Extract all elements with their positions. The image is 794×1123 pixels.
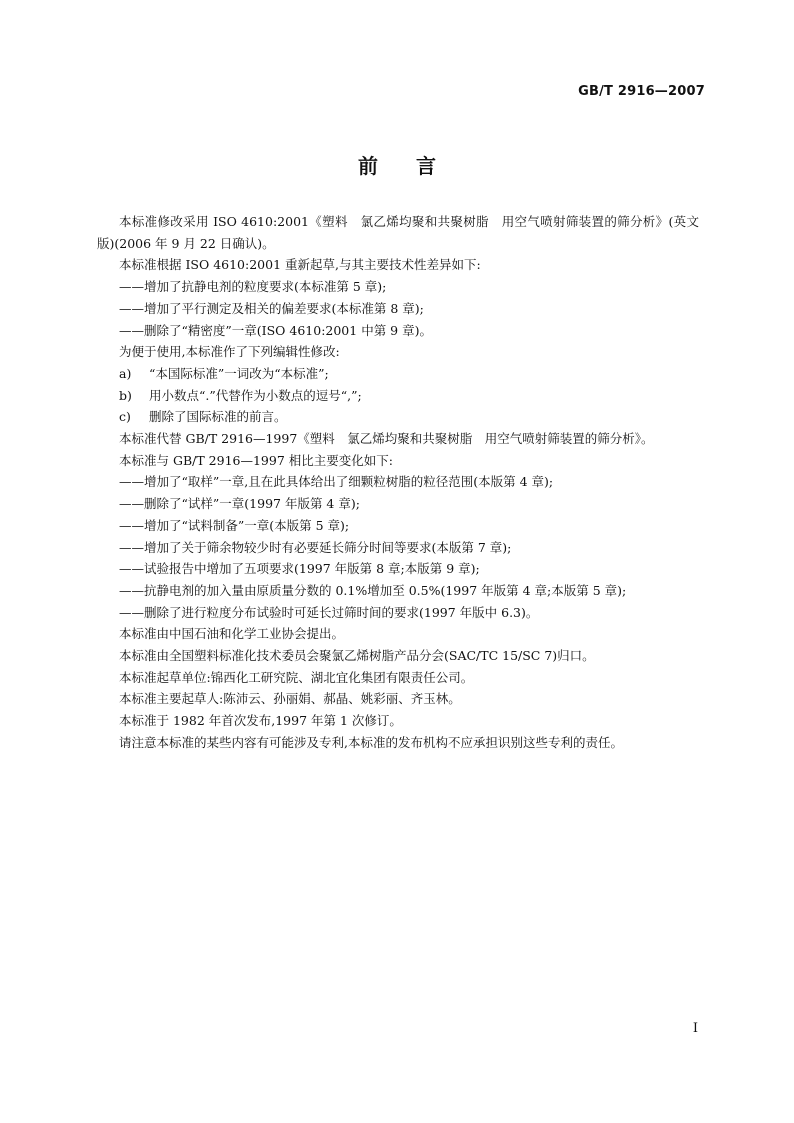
- editorial-item: [97, 363, 699, 385]
- editorial-item: [97, 385, 699, 407]
- change-item: ——试验报告中增加了五项要求(1997 年版第 8 章;本版第 9 章);: [119, 561, 480, 577]
- paragraph-editorial-intro: 为便于使用,本标准作了下列编辑性修改:: [119, 344, 340, 360]
- paragraph-changes-intro: 本标准与 GB/T 2916—1997 相比主要变化如下:: [119, 452, 393, 468]
- difference-item: ——删除了“精密度”一章(ISO 4610:2001 中第 9 章)。: [119, 322, 432, 338]
- change-item: ——抗静电剂的加入量由原质量分数的 0.1%增加至 0.5%(1997 年版第 4 章;本版第 5 章);: [119, 582, 627, 598]
- paragraph-patent-notice: 请注意本标准的某些内容有可能涉及专利,本标准的发布机构不应承担识别这些专利的责任。: [119, 734, 623, 750]
- difference-item: ——增加了平行测定及相关的偏差要求(本标准第 8 章);: [119, 300, 424, 316]
- difference-item: ——增加了抗静电剂的粒度要求(本标准第 5 章);: [119, 279, 387, 295]
- page-title: 前言: [358, 154, 474, 178]
- page-number: I: [692, 1021, 698, 1036]
- paragraph-adoption: 本标准修改采用 ISO 4610:2001《塑料 氯乙烯均聚和共聚树脂 用空气喷射筛装置的筛分析》(英文版)(2006 年 9 月 22 日确认)。: [97, 214, 699, 251]
- change-item: ——增加了关于筛余物较少时有必要延长筛分时间等要求(本版第 7 章);: [119, 539, 512, 555]
- list-marker: c): [119, 409, 131, 425]
- standard-number: GB/T 2916—2007: [578, 84, 705, 99]
- editorial-item: [97, 406, 699, 428]
- change-item: ——删除了进行粒度分布试验时可延长过筛时间的要求(1997 年版中 6.3)。: [119, 604, 539, 620]
- paragraph-history: 本标准于 1982 年首次发布,1997 年第 1 次修订。: [119, 713, 402, 729]
- change-item: ——删除了“试样”一章(1997 年版第 4 章);: [119, 496, 360, 512]
- paragraph-replaces: 本标准代替 GB/T 2916—1997《塑料 氯乙烯均聚和共聚树脂 用空气喷射筛装置的筛分析》。: [119, 431, 654, 447]
- paragraph-proposed-by: 本标准由中国石油和化学工业协会提出。: [119, 626, 345, 642]
- paragraph-drafting-units: 本标准起草单位:锦西化工研究院、湖北宜化集团有限责任公司。: [119, 669, 474, 685]
- change-item: ——增加了“试料制备”一章(本版第 5 章);: [119, 517, 350, 533]
- change-item: ——增加了“取样”一章,且在此具体给出了细颗粒树脂的粒径范围(本版第 4 章);: [119, 474, 554, 490]
- paragraph-administered-by: 本标准由全国塑料标准化技术委员会聚氯乙烯树脂产品分会(SAC/TC 15/SC 7)归口。: [119, 648, 595, 664]
- editorial-item-text: 删除了国际标准的前言。: [149, 409, 287, 425]
- editorial-item-text: 用小数点“.”代替作为小数点的逗号“,”;: [149, 387, 362, 403]
- paragraph-differences-intro: 本标准根据 ISO 4610:2001 重新起草,与其主要技术性差异如下:: [119, 257, 481, 273]
- paragraph-drafters: 本标准主要起草人:陈沛云、孙丽娟、郝晶、姚彩丽、齐玉林。: [119, 691, 461, 707]
- editorial-item-text: “本国际标准”一词改为“本标准”;: [149, 365, 329, 381]
- foreword-body: [97, 211, 699, 754]
- list-marker: b): [119, 387, 132, 403]
- list-marker: a): [119, 365, 132, 381]
